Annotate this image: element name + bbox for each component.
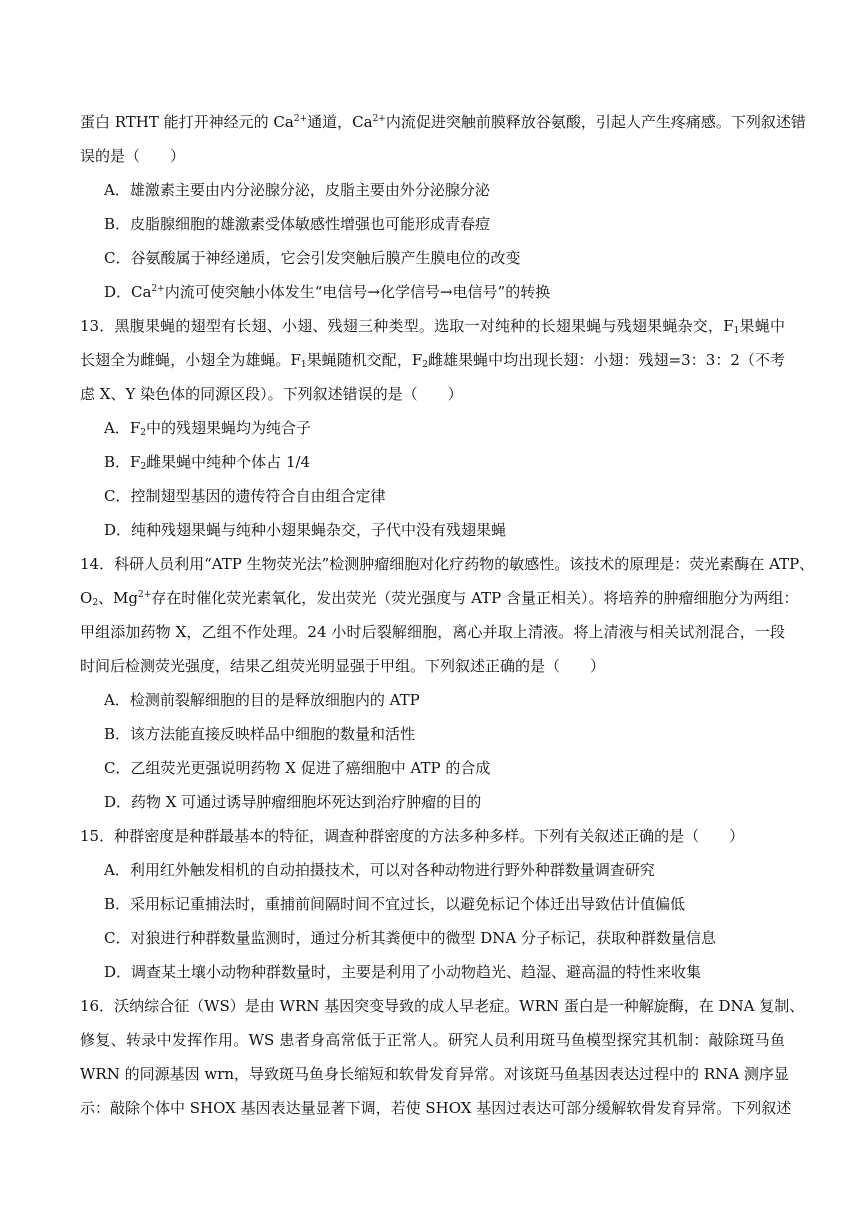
q12-option-b: B．皮脂腺细胞的雄激素受体敏感性增强也可能形成青春痘 xyxy=(104,215,491,233)
q12-stem-line-2: 误的是（ ） xyxy=(80,147,186,165)
q13-stem-line-2: 长翅全为雌蝇，小翅全为雄蝇。$F_1$果蝇随机交配，$F_2$雌雄果蝇中均出现长翅：小翅：残翅=3：3：2（不考 xyxy=(80,351,785,370)
q16-stem-line-3: WRN 的同源基因 wrn，导致斑马鱼身长缩短和软骨发育异常。对该斑马鱼基因表达过程中的 RNA 测序显 xyxy=(80,1065,789,1083)
q12-stem-line-1: 蛋白 RTHT 能打开神经元的 $Ca^{2+}$通道，$Ca^{2+}$内流促进突触前膜释放谷氨酸，引起人产生疼痛感。下列叙述错 xyxy=(80,113,806,131)
q12-option-d: D．$Ca^{2+}$内流可使突触小体发生“电信号→化学信号→电信号”的转换 xyxy=(104,283,551,301)
q13-stem-line-3: 虑 X、Y 染色体的同源区段）。下列叙述错误的是（ ） xyxy=(80,385,463,403)
q14-option-d: D．药物 X 可通过诱导肿瘤细胞坏死达到治疗肿瘤的目的 xyxy=(104,793,482,811)
q14-stem-line-1: 14．科研人员利用“ATP 生物荧光法”检测肿瘤细胞对化疗药物的敏感性。该技术的原理是：荧光素酶在 ATP、 xyxy=(80,555,815,573)
q14-stem-line-4: 时间后检测荧光强度，结果乙组荧光明显强于甲组。下列叙述正确的是（ ） xyxy=(80,657,606,675)
q16-stem-line-4: 示：敲除个体中 SHOX 基因表达量显著下调，若使 SHOX 基因过表达可部分缓解软骨发育异常。下列叙述 xyxy=(80,1099,792,1117)
q15-option-d: D．调查某土壤小动物种群数量时，主要是利用了小动物趋光、趋湿、避高温的特性来收集 xyxy=(104,963,702,981)
q12-option-a: A．雄激素主要由内分泌腺分泌，皮脂主要由外分泌腺分泌 xyxy=(104,181,490,199)
q16-stem-line-1: 16．沃纳综合征（WS）是由 WRN 基因突变导致的成人早老症。WRN 蛋白是一种解旋酶，在 DNA 复制、 xyxy=(80,997,805,1015)
q14-option-a: A．检测前裂解细胞的目的是释放细胞内的 ATP xyxy=(104,691,420,709)
q15-stem-line-1: 15．种群密度是种群最基本的特征，调查种群密度的方法多种多样。下列有关叙述正确的是（ ） xyxy=(80,827,745,845)
q14-stem-line-2: $O_2$、$Mg^{2+}$存在时催化荧光素氧化，发出荧光（荧光强度与 ATP 含量正相关）。将培养的肿瘤细胞分为两组： xyxy=(80,589,799,608)
q13-stem-line-1: 13．黑腹果蝇的翅型有长翅、小翅、残翅三种类型。选取一对纯种的长翅果蝇与残翅果蝇杂交，$F_1$果蝇中 xyxy=(80,317,785,336)
q13-option-b: B．$F_2$雌果蝇中纯种个体占 1/4 xyxy=(104,453,311,472)
q15-option-c: C．对狼进行种群数量监测时，通过分析其粪便中的微型 DNA 分子标记，获取种群数量信息 xyxy=(104,929,717,947)
q15-option-a: A．利用红外触发相机的自动拍摄技术，可以对各种动物进行野外种群数量调查研究 xyxy=(104,861,655,879)
q13-option-a: A．$F_2$中的残翅果蝇均为纯合子 xyxy=(104,419,311,438)
q13-option-d: D．纯种残翅果蝇与纯种小翅果蝇杂交，子代中没有残翅果蝇 xyxy=(104,521,507,539)
q14-option-c: C．乙组荧光更强说明药物 X 促进了癌细胞中 ATP 的合成 xyxy=(104,759,491,777)
q14-stem-line-3: 甲组添加药物 X，乙组不作处理。24 小时后裂解细胞，离心并取上清液。将上清液与相关试剂混合，一段 xyxy=(80,623,785,641)
q16-stem-line-2: 修复、转录中发挥作用。WS 患者身高常低于正常人。研究人员利用斑马鱼模型探究其机制：敲除斑马鱼 xyxy=(80,1031,785,1049)
q14-option-b: B．该方法能直接反映样品中细胞的数量和活性 xyxy=(104,725,416,743)
q12-option-c: C．谷氨酸属于神经递质，它会引发突触后膜产生膜电位的改变 xyxy=(104,249,521,267)
q13-option-c: C．控制翅型基因的遗传符合自由组合定律 xyxy=(104,487,386,505)
q15-option-b: B．采用标记重捕法时，重捕前间隔时间不宜过长，以避免标记个体迁出导致估计值偏低 xyxy=(104,895,686,913)
